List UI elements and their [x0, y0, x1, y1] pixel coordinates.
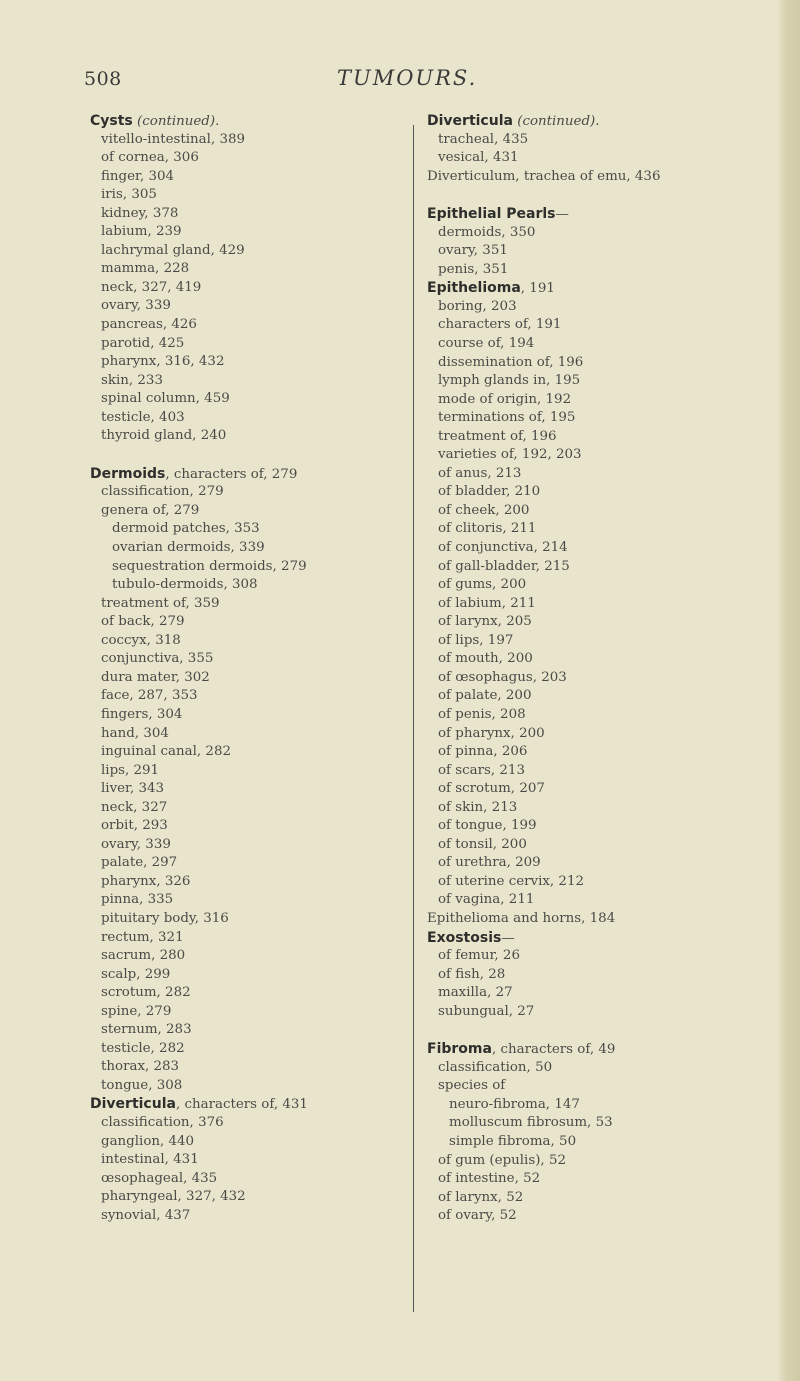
- index-sub-entry: of conjunctiva, 214: [438, 540, 568, 556]
- index-heading-rest: —: [501, 930, 515, 946]
- index-column-right: [427, 112, 787, 1226]
- index-sub-entry: spine, 279: [101, 1003, 172, 1019]
- index-sub-entry: neck, 327, 419: [101, 279, 202, 295]
- index-sub-entry: penis, 351: [438, 261, 509, 277]
- index-sub-entry: pituitary body, 316: [101, 910, 229, 926]
- index-sub-entry: treatment of, 359: [101, 595, 220, 611]
- column-divider: [413, 125, 414, 1312]
- index-sub-entry: lachrymal gland, 429: [101, 242, 245, 258]
- index-sub-entry: mamma, 228: [101, 261, 190, 277]
- index-heading-term: Dermoids: [90, 465, 166, 482]
- index-sub-entry: sequestration dermoids, 279: [112, 558, 307, 574]
- index-sub-entry: classification, 279: [101, 484, 224, 500]
- index-sub-entry: of cheek, 200: [438, 502, 530, 518]
- index-sub-entry: pharynx, 316, 432: [101, 354, 225, 370]
- index-sub-entry: varieties of, 192, 203: [438, 447, 582, 463]
- index-sub-entry: scalp, 299: [101, 966, 171, 982]
- index-sub-entry: thyroid gland, 240: [101, 428, 227, 444]
- index-sub-entry: of bladder, 210: [438, 484, 541, 500]
- index-sub-entry: of ovary, 52: [438, 1208, 517, 1224]
- index-sub-entry: conjunctiva, 355: [101, 651, 214, 667]
- index-sub-entry: of œsophagus, 203: [438, 669, 567, 685]
- index-sub-entry: rectum, 321: [101, 929, 184, 945]
- entry-gap: [90, 446, 410, 465]
- index-sub-entry: of pinna, 206: [438, 744, 528, 760]
- index-sub-entry: skin, 233: [101, 372, 163, 388]
- index-sub-entry: lips, 291: [101, 762, 160, 778]
- index-sub-entry: of scrotum, 207: [438, 781, 545, 797]
- index-sub-entry: tracheal, 435: [438, 131, 529, 147]
- index-sub-entry: characters of, 191: [438, 317, 562, 333]
- index-sub-entry: labium, 239: [101, 224, 182, 240]
- entry-gap: [427, 186, 787, 205]
- index-sub-entry: terminations of, 195: [438, 410, 576, 426]
- index-sub-entry: maxilla, 27: [438, 985, 513, 1001]
- index-sub-entry: dissemination of, 196: [438, 354, 584, 370]
- index-heading-term: Exostosis: [427, 929, 502, 946]
- index-sub-entry: dermoids, 350: [438, 224, 536, 240]
- index-sub-entry: pharyngeal, 327, 432: [101, 1189, 246, 1205]
- index-sub-entry: hand, 304: [101, 725, 169, 741]
- index-heading-rest: , characters of, 49: [491, 1042, 616, 1058]
- index-sub-entry: dura mater, 302: [101, 669, 210, 685]
- heading-tail: .: [595, 114, 600, 129]
- index-heading-entry: [90, 465, 410, 484]
- index-sub-entry: of fish, 28: [438, 966, 506, 982]
- index-sub-entry: sternum, 283: [101, 1022, 192, 1038]
- index-sub-entry: orbit, 293: [101, 818, 168, 834]
- index-sub-entry: testicle, 403: [101, 409, 185, 425]
- index-sub-entry: of anus, 213: [438, 465, 522, 481]
- index-sub-entry: mode of origin, 192: [438, 391, 572, 407]
- index-heading-term: Diverticula: [90, 1096, 176, 1113]
- index-sub-entry: pancreas, 426: [101, 317, 197, 333]
- index-heading-entry: [427, 112, 787, 131]
- index-heading-entry: [427, 1040, 787, 1059]
- index-sub-entry: of skin, 213: [438, 799, 518, 815]
- index-sub-entry: of palate, 200: [438, 688, 532, 704]
- index-sub-entry: spinal column, 459: [101, 391, 230, 407]
- index-sub-entry: of gums, 200: [438, 577, 527, 593]
- index-column-left: [90, 112, 410, 1225]
- index-sub-entry: kidney, 378: [101, 205, 179, 221]
- index-sub-entry: course of, 194: [438, 336, 535, 352]
- index-sub-entry: tubulo-dermoids, 308: [112, 577, 258, 593]
- index-sub-entry: parotid, 425: [101, 335, 185, 351]
- index-sub-entry: of labium, 211: [438, 595, 536, 611]
- index-sub-entry: of cornea, 306: [101, 150, 199, 166]
- index-sub-entry: neuro-fibroma, 147: [449, 1096, 580, 1112]
- index-heading-entry: [427, 279, 787, 298]
- index-sub-entry: classification, 376: [101, 1114, 224, 1130]
- continued-note: (continued): [517, 114, 596, 129]
- index-heading-entry: [427, 205, 787, 224]
- entry-gap: [427, 1021, 787, 1040]
- index-sub-entry: simple fibroma, 50: [449, 1133, 577, 1149]
- index-sub-entry: of mouth, 200: [438, 651, 533, 667]
- index-sub-entry: palate, 297: [101, 855, 178, 871]
- index-sub-entry: ovary, 339: [101, 298, 171, 314]
- index-heading-term: Diverticula: [427, 113, 513, 129]
- index-sub-entry: ganglion, 440: [101, 1133, 195, 1149]
- index-sub-entry: of lips, 197: [438, 632, 514, 648]
- index-heading-term: Cysts: [90, 113, 133, 129]
- index-sub-entry: neck, 327: [101, 799, 168, 815]
- index-sub-entry: ovary, 351: [438, 243, 508, 259]
- heading-tail: .: [215, 114, 220, 129]
- index-sub-entry: intestinal, 431: [101, 1152, 199, 1168]
- index-sub-entry: treatment of, 196: [438, 428, 557, 444]
- index-sub-entry: classification, 50: [438, 1059, 553, 1075]
- index-heading-entry: [90, 1095, 410, 1114]
- index-heading-term: Epithelial Pearls: [427, 206, 556, 223]
- index-sub-entry: of tongue, 199: [438, 818, 537, 834]
- index-sub-entry: of larynx, 205: [438, 614, 532, 630]
- index-sub-entry: of back, 279: [101, 614, 185, 630]
- index-sub-entry: synovial, 437: [101, 1207, 191, 1223]
- index-sub-entry: fingers, 304: [101, 706, 183, 722]
- index-sub-entry: of uterine cervix, 212: [438, 873, 584, 889]
- index-sub-entry: vitello-intestinal, 389: [101, 131, 246, 147]
- index-sub-entry: of intestine, 52: [438, 1171, 541, 1187]
- index-heading-entry: [427, 929, 787, 948]
- index-sub-entry: liver, 343: [101, 781, 165, 797]
- index-sub-entry: scrotum, 282: [101, 985, 191, 1001]
- index-sub-entry: of pharynx, 200: [438, 725, 545, 741]
- index-sub-entry: ovarian dermoids, 339: [112, 540, 265, 556]
- index-heading-rest: —: [555, 207, 569, 223]
- index-sub-entry: of larynx, 52: [438, 1189, 524, 1205]
- index-main-entry: Diverticulum, trachea of emu, 436: [427, 168, 661, 184]
- index-sub-entry: of clitoris, 211: [438, 521, 537, 537]
- index-heading-term: Epithelioma: [427, 280, 521, 297]
- index-sub-entry: face, 287, 353: [101, 688, 198, 704]
- index-sub-entry: molluscum fibrosum, 53: [449, 1115, 613, 1131]
- index-sub-entry: of gall-bladder, 215: [438, 558, 570, 574]
- index-sub-entry: subungual, 27: [438, 1003, 535, 1019]
- index-sub-entry: inguinal canal, 282: [101, 744, 231, 760]
- index-sub-entry: of scars, 213: [438, 762, 525, 778]
- running-title: TUMOURS.: [337, 66, 478, 90]
- index-sub-entry: of vagina, 211: [438, 892, 535, 908]
- index-heading-rest: , characters of, 431: [175, 1097, 308, 1113]
- page-number: 508: [84, 68, 122, 90]
- index-sub-entry: lymph glands in, 195: [438, 373, 581, 389]
- index-heading-entry: [90, 112, 410, 131]
- index-sub-entry: finger, 304: [101, 168, 175, 184]
- index-heading-term: Fibroma: [427, 1041, 492, 1058]
- index-sub-entry: of urethra, 209: [438, 855, 541, 871]
- index-sub-entry: of penis, 208: [438, 706, 526, 722]
- index-sub-entry: ovary, 339: [101, 836, 171, 852]
- index-sub-entry: sacrum, 280: [101, 948, 186, 964]
- index-sub-entry: pharynx, 326: [101, 873, 191, 889]
- index-heading-rest: , characters of, 279: [165, 466, 298, 482]
- index-sub-entry: of tonsil, 200: [438, 836, 527, 852]
- index-main-entry: Epithelioma and horns, 184: [427, 910, 616, 926]
- continued-note: (continued): [137, 114, 216, 129]
- index-sub-entry: species of: [438, 1078, 506, 1094]
- index-sub-entry: of femur, 26: [438, 948, 520, 964]
- index-sub-entry: testicle, 282: [101, 1040, 185, 1056]
- index-heading-rest: , 191: [520, 281, 555, 297]
- index-sub-entry: genera of, 279: [101, 502, 200, 518]
- index-sub-entry: tongue, 308: [101, 1077, 183, 1093]
- index-sub-entry: œsophageal, 435: [101, 1170, 218, 1186]
- index-sub-entry: vesical, 431: [438, 150, 519, 166]
- index-sub-entry: boring, 203: [438, 298, 517, 314]
- index-sub-entry: dermoid patches, 353: [112, 521, 260, 537]
- index-sub-entry: thorax, 283: [101, 1059, 180, 1075]
- index-sub-entry: coccyx, 318: [101, 632, 181, 648]
- index-sub-entry: pinna, 335: [101, 892, 174, 908]
- index-sub-entry: of gum (epulis), 52: [438, 1152, 566, 1168]
- index-sub-entry: iris, 305: [101, 187, 157, 203]
